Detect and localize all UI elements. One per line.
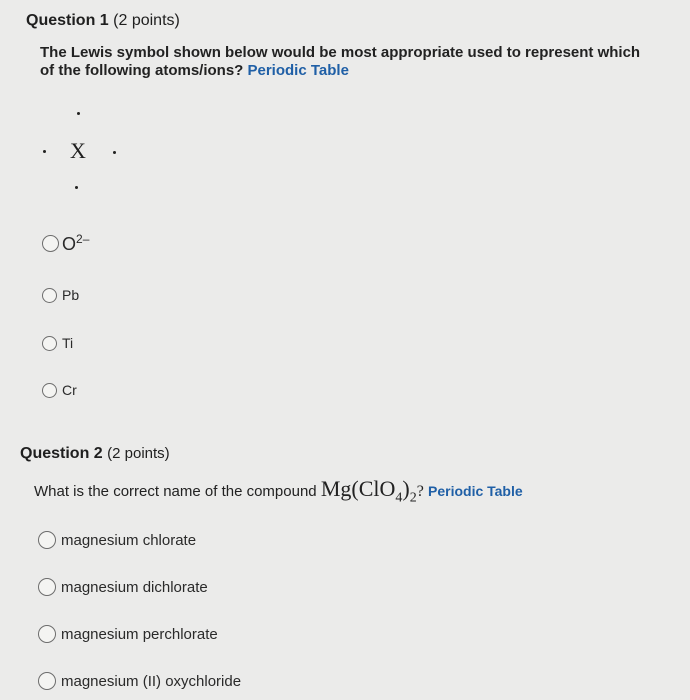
question-1-prompt-line-2: of the following atoms/ions? [40,62,244,79]
lewis-dot-left [43,150,46,153]
option-label: Pb [62,287,80,303]
q1-option-cr[interactable] [42,382,77,398]
lewis-dot-right [113,151,116,154]
lewis-dot-top [77,112,80,115]
question-1-prompt [40,44,660,80]
formula-subscript-2: 2 [409,490,417,506]
option-label: magnesium (II) oxychloride [61,672,242,690]
q1-option-pb[interactable] [42,287,79,303]
formula-main: Mg(ClO [320,476,396,501]
radio-button[interactable] [38,625,56,643]
option-label: magnesium dichlorate [61,578,208,596]
radio-button[interactable] [42,288,57,303]
question-2-label: Question 2 [20,445,103,462]
question-1-header [26,12,180,30]
radio-button[interactable] [38,531,56,549]
compound-formula [320,476,424,506]
question-2-points: (2 points) [107,445,170,462]
option-label: Cr [62,382,77,398]
radio-button[interactable] [42,383,57,398]
option-base: O [62,234,77,254]
question-2-header [20,445,170,463]
q2-option-magnesium-dichlorate[interactable] [38,578,208,596]
radio-button[interactable] [42,235,59,252]
option-label [62,232,89,255]
periodic-table-link-1[interactable]: Periodic Table [247,62,349,79]
option-label: magnesium perchlorate [61,625,218,643]
q2-option-magnesium-oxychloride[interactable] [38,672,241,690]
question-1-points: (2 points) [113,12,180,29]
formula-question-mark: ? [416,483,424,500]
formula-subscript-4: 4 [395,490,403,506]
q1-option-ti[interactable] [42,335,73,351]
option-superscript: 2– [76,232,90,246]
q2-option-magnesium-perchlorate[interactable] [38,625,218,643]
lewis-dot-bottom [75,186,78,189]
lewis-symbol-letter: X [70,138,86,163]
question-2-prompt [34,476,523,506]
option-label: Ti [62,335,74,351]
radio-button[interactable] [42,336,57,351]
formula-paren: ) [402,476,410,501]
question-2-prompt-text: What is the correct name of the compound [34,483,317,500]
q1-option-o2-minus[interactable] [42,232,89,255]
q2-option-magnesium-chlorate[interactable] [38,531,196,549]
radio-button[interactable] [38,672,56,690]
periodic-table-link-2[interactable]: Periodic Table [428,483,523,499]
radio-button[interactable] [38,578,56,596]
option-label: magnesium chlorate [61,531,197,549]
question-1-label: Question 1 [26,12,109,29]
question-1-prompt-line-1: The Lewis symbol shown below would be most appropriate used to represent which [40,44,641,61]
